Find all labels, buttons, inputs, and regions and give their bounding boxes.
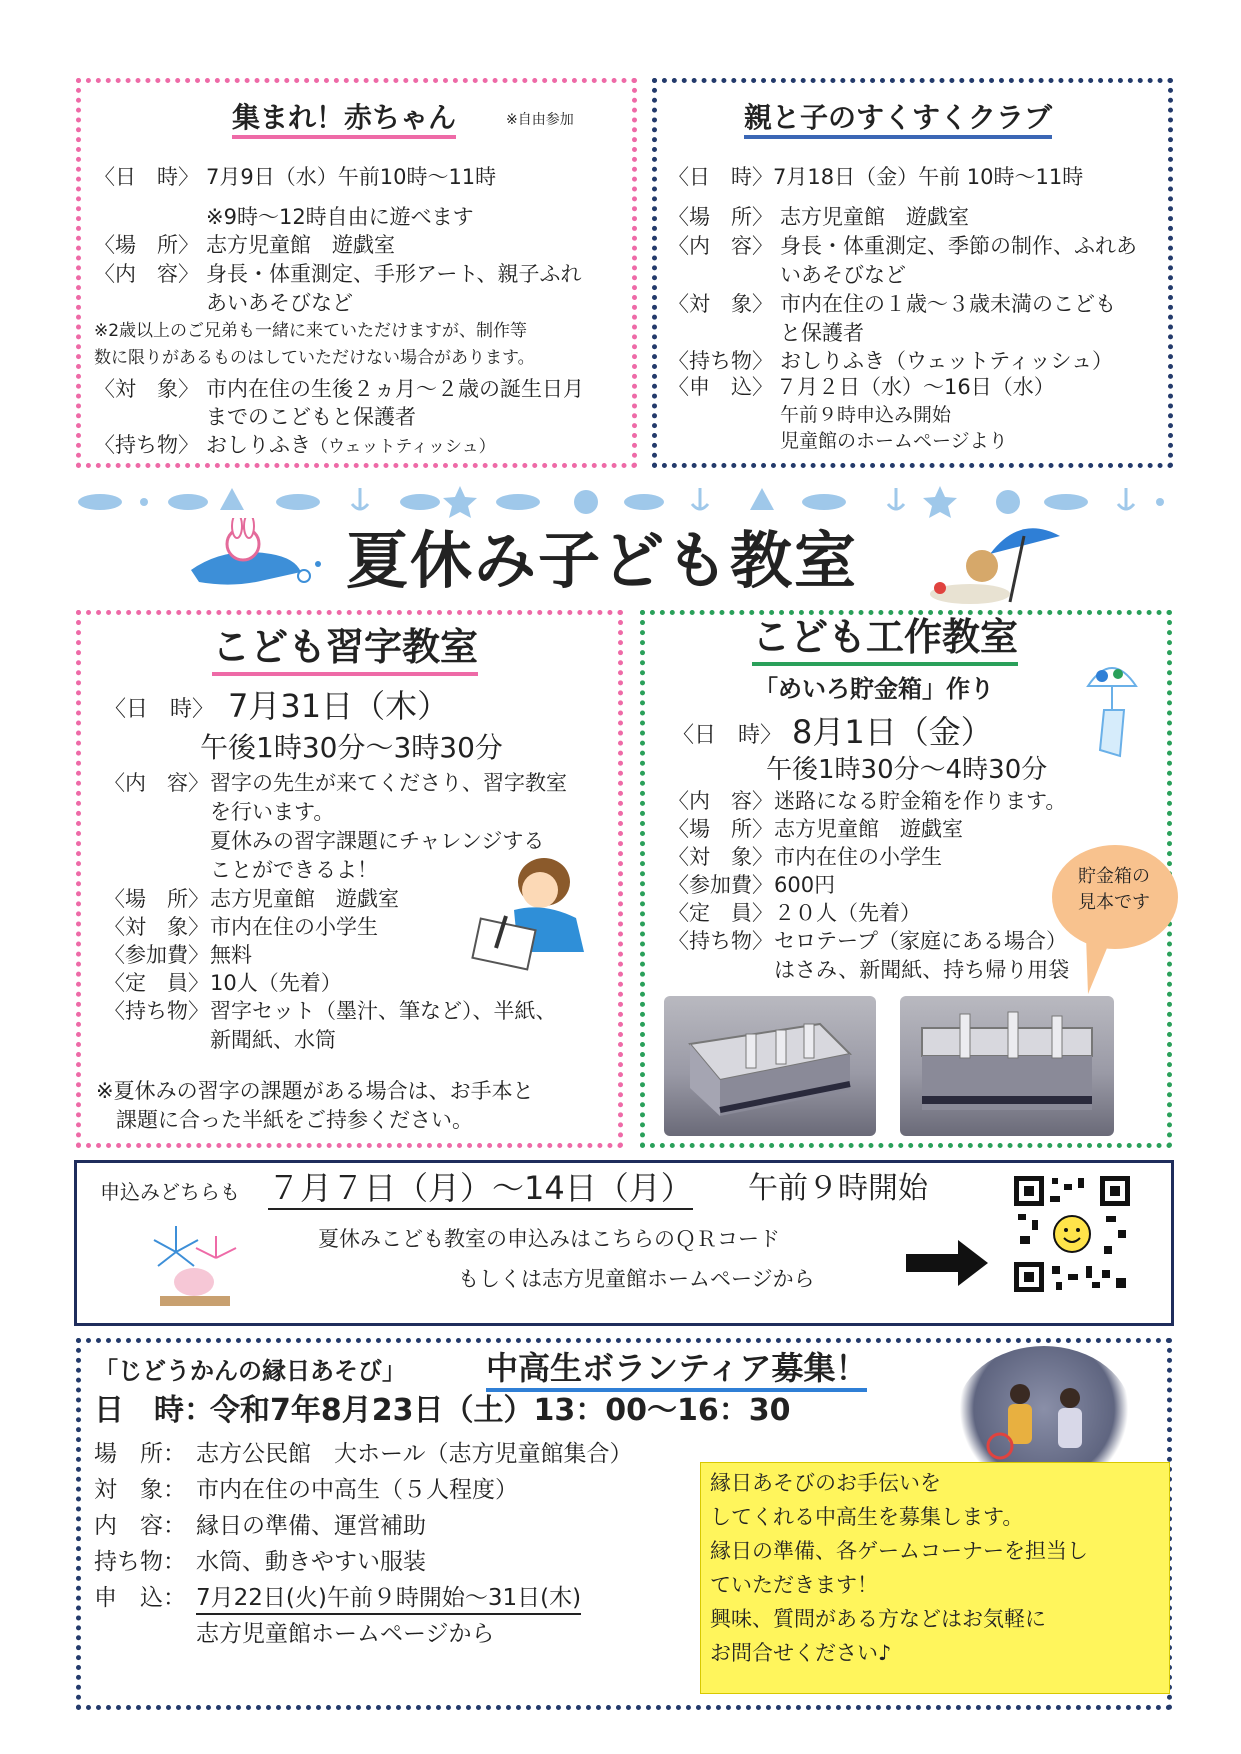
volunteer-bring-label: 持ち物： bbox=[94, 1549, 186, 1575]
craft-place: 志方児童館 遊戯室 bbox=[774, 817, 963, 841]
sticky-line-6: お問合せください♪ bbox=[710, 1641, 892, 1665]
apply-dates: ７月７日（月）〜14日（月） bbox=[268, 1168, 693, 1210]
baby-content-label: 〈内 容〉 bbox=[94, 262, 199, 286]
craft-place-label: 〈場 所〉 bbox=[668, 817, 773, 841]
fish-icon bbox=[802, 494, 846, 510]
bubbles-icon bbox=[296, 556, 326, 586]
baby-target-label: 〈対 象〉 bbox=[94, 377, 199, 401]
sticky-line-3: 縁日の準備、各ゲームコーナーを担当し bbox=[710, 1539, 1088, 1563]
baby-datetime-note: ※9時〜12時自由に遊べます bbox=[206, 205, 474, 229]
baby-place-label: 〈場 所〉 bbox=[94, 233, 199, 257]
baby-remark-2: 数に限りがあるものはしていただけない場合があります。 bbox=[94, 348, 535, 368]
craft-fee: 600円 bbox=[774, 873, 836, 897]
calligraphy-content-2: を行います。 bbox=[210, 800, 335, 824]
baby-bring-main: おしりふき bbox=[206, 433, 311, 457]
baby-bring-small: （ウェットティッシュ） bbox=[311, 437, 496, 457]
parent-club-title: 親と子のすくすくクラブ bbox=[744, 100, 1052, 139]
craft-title: こども工作教室 bbox=[752, 614, 1018, 666]
baby-note: ※自由参加 bbox=[506, 112, 574, 128]
baby-target-2: までのこどもと保護者 bbox=[206, 405, 416, 429]
parent-club-place-label: 〈場 所〉 bbox=[668, 205, 773, 229]
disc-icon bbox=[996, 490, 1020, 514]
parent-club-target-1: 市内在住の１歳〜３歳未満のこども bbox=[780, 292, 1116, 316]
calligraphy-place: 志方児童館 遊戯室 bbox=[210, 887, 399, 911]
parent-club-place: 志方児童館 遊戯室 bbox=[780, 205, 969, 229]
sticky-line-2: してくれる中高生を募集します。 bbox=[710, 1505, 1024, 1529]
disc-icon bbox=[574, 490, 598, 514]
craft-fee-label: 〈参加費〉 bbox=[668, 873, 773, 897]
apply-line-1: 夏休みこども教室の申込みはこちらのＱＲコード bbox=[318, 1227, 780, 1251]
baby-content-1: 身長・体重測定、手形アート、親子ふれ bbox=[206, 262, 582, 286]
calligraphy-content-label: 〈内 容〉 bbox=[104, 771, 209, 795]
fish-icon bbox=[276, 494, 320, 510]
apply-start: 午前９時開始 bbox=[748, 1171, 928, 1206]
craft-subtitle: 「めいろ貯金箱」作り bbox=[754, 675, 994, 703]
craft-date: 8月1日（金） bbox=[792, 713, 993, 751]
baby-datetime-label: 〈日 時〉 bbox=[94, 165, 199, 189]
fish-icon bbox=[1044, 494, 1088, 510]
parent-club-content-1: 身長・体重測定、季節の制作、ふれあ bbox=[780, 234, 1137, 258]
volunteer-title-b: 中高生ボランティア募集！ bbox=[486, 1348, 867, 1392]
anchor-icon bbox=[888, 488, 904, 510]
volunteer-target: 市内在住の中高生（５人程度） bbox=[196, 1477, 518, 1503]
fish-icon bbox=[78, 494, 122, 510]
volunteer-bring: 水筒、動きやすい服装 bbox=[196, 1549, 426, 1575]
wind-chime-icon bbox=[1074, 646, 1150, 762]
anchor-icon bbox=[692, 488, 708, 510]
volunteer-datetime: 令和7年8月23日（土）13：00〜16：30 bbox=[210, 1393, 791, 1428]
parent-club-datetime: 〈日 時〉7月18日（金）午前 10時〜11時 bbox=[668, 165, 1084, 189]
craft-capacity-label: 〈定 員〉 bbox=[668, 901, 773, 925]
beach-umbrella-icon bbox=[920, 514, 1070, 606]
calligraphy-content-1: 習字の先生が来てくださり、習字教室 bbox=[210, 771, 567, 795]
volunteer-title-a: 「じどうかんの縁日あそび」 bbox=[94, 1357, 406, 1385]
craft-target-label: 〈対 象〉 bbox=[668, 845, 773, 869]
baby-bring-label: 〈持ち物〉 bbox=[94, 433, 199, 457]
parent-club-apply-1: ７月２日（水）〜16日（水） bbox=[776, 375, 1055, 399]
volunteer-apply-1: 7月22日(火)午前９時開始〜31日(木) bbox=[196, 1584, 581, 1615]
craft-bring-1: セロテープ（家庭にある場合） bbox=[774, 929, 1067, 953]
baby-content-2: あいあそびなど bbox=[206, 291, 353, 315]
craft-content: 迷路になる貯金箱を作ります。 bbox=[774, 789, 1067, 813]
calligraphy-content-4: ことができるよ！ bbox=[210, 858, 378, 882]
calligraphy-bring-1: 習字セット（墨汁、筆など）、半紙、 bbox=[210, 999, 557, 1023]
shell-icon bbox=[750, 488, 774, 510]
baby-remark-1: ※2歳以上のご兄弟も一緒に来ていただけますが、制作等 bbox=[94, 321, 528, 341]
dot-icon bbox=[1156, 498, 1164, 506]
parent-club-apply-2: 午前９時申込み開始 bbox=[780, 404, 952, 426]
calligraphy-datetime-label: 〈日 時〉 bbox=[104, 697, 215, 722]
baby-place: 志方児童館 遊戯室 bbox=[206, 233, 395, 257]
dolphin-icon bbox=[185, 518, 305, 604]
calligraphy-title: こども習字教室 bbox=[212, 624, 478, 676]
fish-icon bbox=[624, 494, 664, 510]
calligraphy-place-label: 〈場 所〉 bbox=[104, 887, 209, 911]
craft-capacity: ２０人（先着） bbox=[774, 901, 921, 925]
sticky-line-5: 興味、質問がある方などはお気軽に bbox=[710, 1607, 1046, 1631]
sticky-line-1: 縁日あそびのお手伝いを bbox=[710, 1471, 941, 1495]
craft-bring-label: 〈持ち物〉 bbox=[668, 929, 773, 953]
craft-content-label: 〈内 容〉 bbox=[668, 789, 773, 813]
volunteer-place: 志方公民館 大ホール（志方児童館集合） bbox=[196, 1441, 633, 1467]
star-icon bbox=[443, 486, 477, 518]
calligraphy-fee-label: 〈参加費〉 bbox=[104, 943, 209, 967]
qr-code[interactable] bbox=[1012, 1174, 1132, 1294]
calligraphy-capacity: 10人（先着） bbox=[210, 971, 342, 995]
baby-datetime: 7月9日（水）午前10時〜11時 bbox=[206, 165, 497, 189]
parent-club-content-2: いあそびなど bbox=[780, 263, 906, 287]
craft-datetime-label: 〈日 時〉 bbox=[672, 723, 783, 748]
maze-box-illustration-1 bbox=[680, 1004, 860, 1128]
child-calligraphy-illustration bbox=[466, 852, 602, 972]
shell-icon bbox=[220, 488, 244, 510]
volunteer-photo-people bbox=[980, 1372, 1110, 1472]
parent-club-target-2: と保護者 bbox=[780, 321, 864, 345]
parent-club-bring-label: 〈持ち物〉 bbox=[668, 349, 773, 373]
calligraphy-target-label: 〈対 象〉 bbox=[104, 915, 209, 939]
apply-prefix: 申込みどちらも bbox=[100, 1180, 240, 1204]
calligraphy-fee: 無料 bbox=[210, 943, 252, 967]
fireworks-illustration bbox=[140, 1218, 248, 1314]
bubble-text-2: 見本です bbox=[1078, 892, 1150, 913]
baby-target-1: 市内在住の生後２ヵ月〜２歳の誕生日月 bbox=[206, 377, 584, 401]
fish-icon bbox=[496, 494, 540, 510]
craft-time: 午後1時30分〜4時30分 bbox=[766, 755, 1048, 785]
calligraphy-bring-2: 新聞紙、水筒 bbox=[210, 1028, 336, 1052]
volunteer-content: 縁日の準備、運営補助 bbox=[196, 1513, 426, 1539]
fish-icon bbox=[168, 494, 208, 510]
volunteer-datetime-label: 日 時： bbox=[94, 1393, 214, 1428]
volunteer-apply-2: 志方児童館ホームページから bbox=[196, 1621, 495, 1647]
apply-line-2: もしくは志方児童館ホームページから bbox=[458, 1267, 815, 1291]
parent-club-bring: おしりふき（ウェットティッシュ） bbox=[780, 349, 1114, 373]
dot-icon bbox=[140, 498, 148, 506]
calligraphy-content-3: 夏休みの習字課題にチャレンジする bbox=[210, 829, 545, 853]
maze-box-illustration-2 bbox=[912, 1004, 1104, 1128]
fish-icon bbox=[400, 494, 440, 510]
volunteer-content-label: 内 容： bbox=[94, 1513, 186, 1539]
craft-bring-2: はさみ、新聞紙、持ち帰り用袋 bbox=[774, 958, 1070, 982]
bubble-text-1: 貯金箱の bbox=[1078, 866, 1150, 887]
parent-club-apply-3: 児童館のホームページより bbox=[780, 430, 1008, 452]
bubble-tail bbox=[1078, 936, 1128, 996]
calligraphy-target: 市内在住の小学生 bbox=[210, 915, 378, 939]
anchor-icon bbox=[352, 488, 368, 510]
calligraphy-note-2: 課題に合った半紙をご持参ください。 bbox=[116, 1108, 473, 1132]
calligraphy-bring-label: 〈持ち物〉 bbox=[104, 999, 209, 1023]
sticky-line-4: ていただきます！ bbox=[710, 1573, 878, 1597]
parent-club-apply-label: 〈申 込〉 bbox=[668, 375, 773, 399]
volunteer-target-label: 対 象： bbox=[94, 1477, 186, 1503]
volunteer-place-label: 場 所： bbox=[94, 1441, 186, 1467]
calligraphy-note-1: ※夏休みの習字の課題がある場合は、お手本と bbox=[96, 1079, 534, 1103]
arrow-right-icon bbox=[906, 1240, 988, 1286]
anchor-icon bbox=[1118, 488, 1134, 510]
baby-title: 集まれ！赤ちゃん bbox=[232, 100, 456, 139]
parent-club-target-label: 〈対 象〉 bbox=[668, 292, 773, 316]
calligraphy-time: 午後1時30分〜3時30分 bbox=[200, 731, 503, 764]
baby-bring bbox=[206, 432, 496, 458]
parent-club-content-label: 〈内 容〉 bbox=[668, 234, 773, 258]
craft-target: 市内在住の小学生 bbox=[774, 845, 942, 869]
calligraphy-date: 7月31日（木） bbox=[228, 687, 450, 725]
calligraphy-capacity-label: 〈定 員〉 bbox=[104, 971, 209, 995]
banner-title: 夏休み子ども教室 bbox=[346, 524, 859, 597]
volunteer-apply-label: 申 込： bbox=[94, 1585, 186, 1611]
